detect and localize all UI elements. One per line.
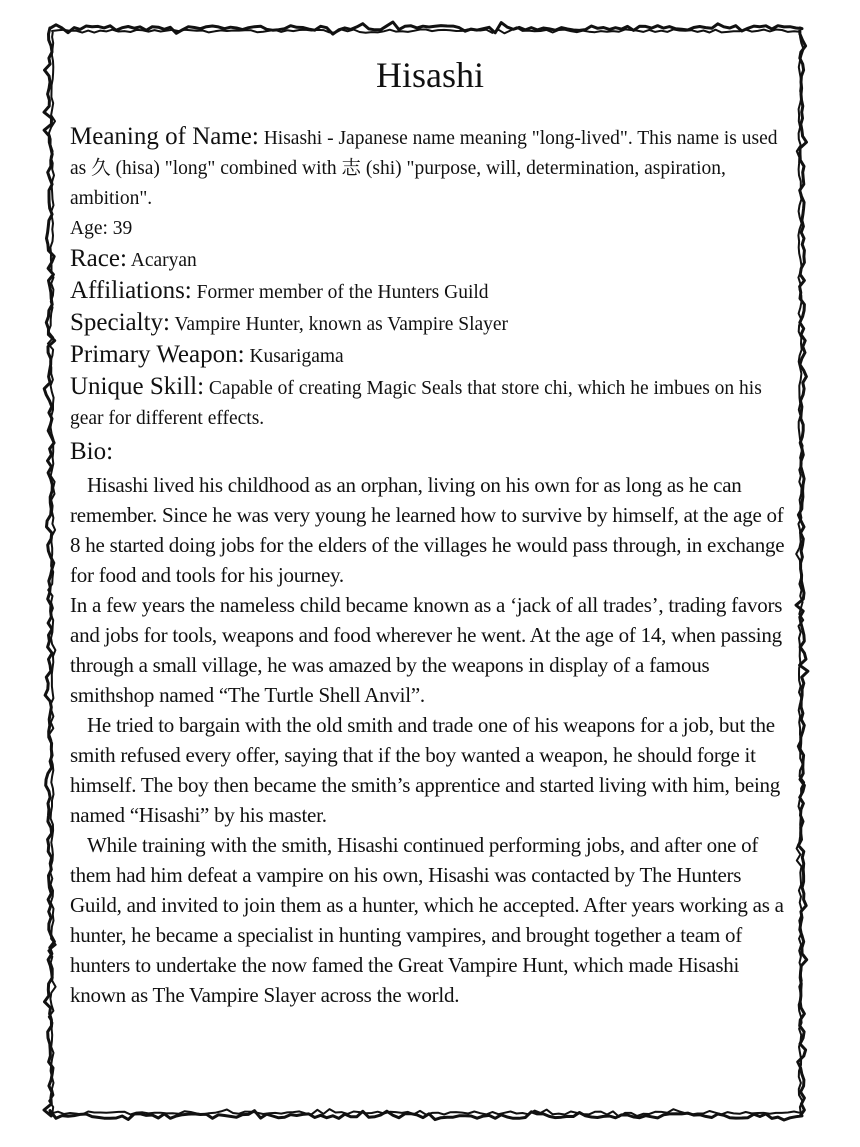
character-sheet [70,52,790,1010]
race-value: Acaryan [130,250,197,271]
bio-label: Bio: [70,438,114,465]
race-field [70,244,790,276]
age-value: 39 [112,218,133,239]
bio-paragraph: He tried to bargain with the old smith and trade one of his weapons for a job, but the smith refused every offer, saying that if the boy wanted a weapon, he should forge it himself. The boy then became the smith’s apprentice and started living with him, being named “Hisashi” by his master. [70,713,781,827]
unique-skill-value: Capable of creating Magic Seals that store chi, which he imbues on his gear for different effects. [70,378,762,429]
race-label: Race: [70,245,127,272]
affiliations-field [70,276,790,308]
specialty-field [70,308,790,340]
meaning-of-name-field [70,122,790,214]
meaning-text: Hisashi - Japanese name meaning "long-lived". This name is used as 久 (hisa) "long" combined with 志 (shi) "purpose, will, determination, aspiration, ambition". [70,128,778,209]
bio-paragraph: Hisashi lived his childhood as an orphan, living on his own for as long as he can remember. Since he was very young he learned how to survive by himself, at the age of 8 he started doing jobs for the elders of the villages he would pass through, in exchange for food and tools for his journey. [70,473,785,587]
age-field [70,214,790,244]
affiliations-label: Affiliations: [70,277,192,304]
unique-skill-label: Unique Skill: [70,373,205,400]
meaning-label: Meaning of Name: [70,123,259,150]
bio-paragraph: While training with the smith, Hisashi continued performing jobs, and after one of them had him defeat a vampire on his own, Hisashi was contacted by The Hunters Guild, and invited to join them as a hunter, which he accepted. After years working as a hunter, he became a specialist in hunting vampires, and brought together a team of hunters to undertake the now famed the Great Vampire Hunt, which made Hisashi known as The Vampire Slayer across the world. [70,833,784,1007]
bio-paragraph: In a few years the nameless child became known as a ‘jack of all trades’, trading favors and jobs for tools, weapons and food wherever he went. At the age of 14, when passing through a small village, he was amazed by the weapons in display of a famous smithshop named “The Turtle Shell Anvil”. [70,593,783,707]
primary-weapon-value: Kusarigama [249,346,344,367]
affiliations-value: Former member of the Hunters Guild [196,282,489,303]
specialty-value: Vampire Hunter, known as Vampire Slayer [174,314,509,335]
unique-skill-field [70,372,790,434]
bio-section [70,434,790,1010]
age-label: Age: [70,218,108,239]
page-title: Hisashi [376,55,484,95]
primary-weapon-label: Primary Weapon: [70,341,245,368]
primary-weapon-field [70,340,790,372]
specialty-label: Specialty: [70,309,170,336]
